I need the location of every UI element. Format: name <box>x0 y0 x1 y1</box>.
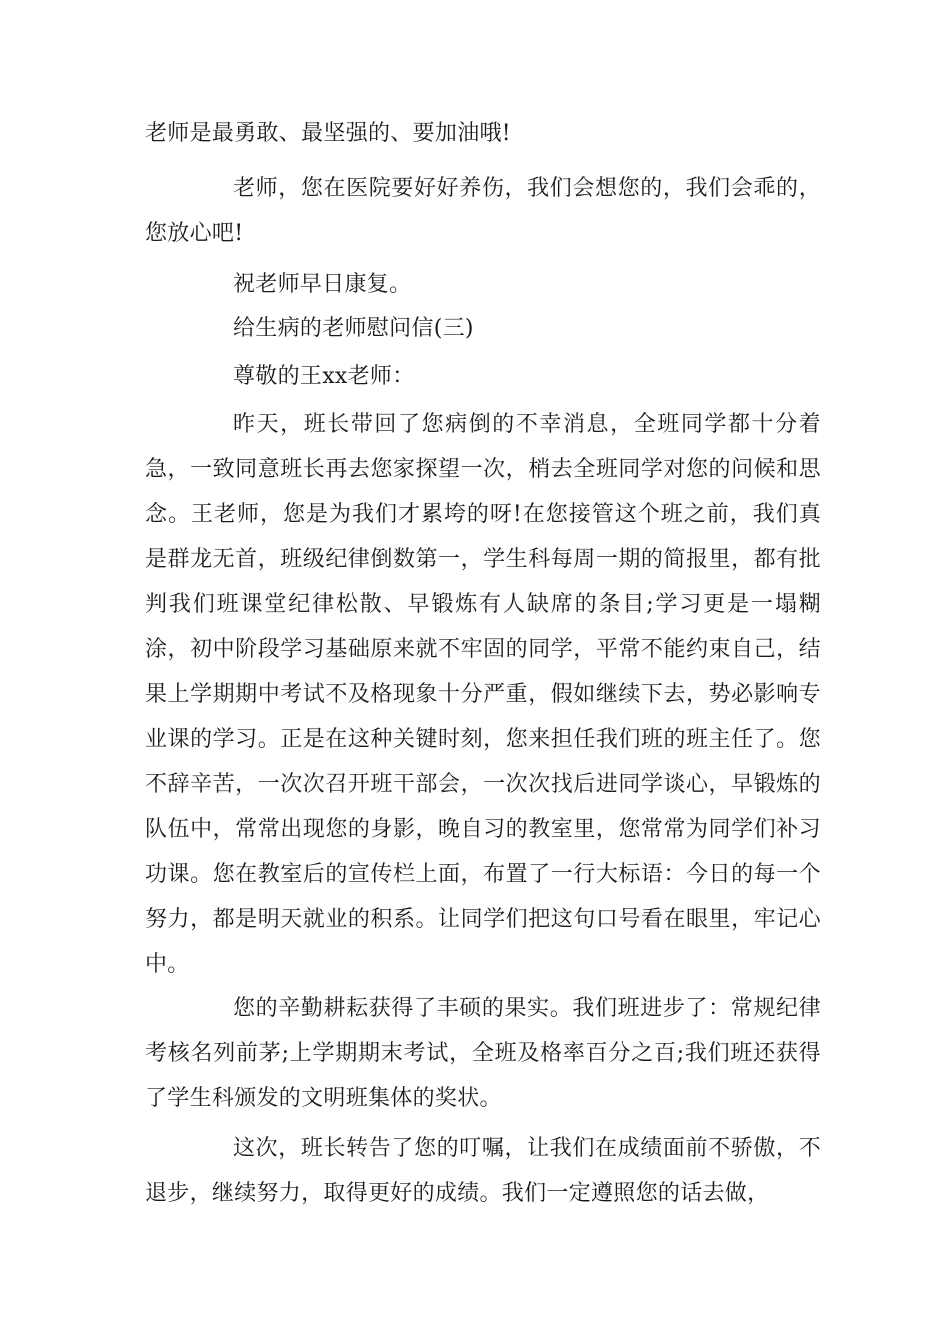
letter-salutation: 尊敬的王xx老师： <box>233 364 415 389</box>
paragraph-6: 昨天，班长带回了您病倒的不幸消息，全班同学都十分着急，一致同意班长再去您家探望一次，梢去全班同学对您的问候和思念。王老师，您是为我们才累垮的呀!在您接管这个班之前，我们真是群龙无首，班级纪律倒数第一，学生科每周一期的简报里，都有批判我们班课堂纪律松散、早锻炼有人缺席的条目;学习更是一塌糊涂，初中阶段学习基础原来就不牢固的同学，平常不能约束自己，结果上学期期中考试不及格现象十分严重，假如继续下去，势必影响专业课的学习。正是在这种关键时刻，您来担任我们班的班主任了。您不辞辛苦，一次次召开班干部会，一次次找后进同学谈心，早锻炼的队伍中，常常出现您的身影，晚自习的教室里，您常常为同学们补习功课。您在教室后的宣传栏上面，布置了一行大标语：今日的每一个努力，都是明天就业的积系。让同学们把这句口号看在眼里，牢记心中。 <box>145 412 821 977</box>
paragraph-7: 您的辛勤耕耘获得了丰硕的果实。我们班进步了：常规纪律考核名列前茅;上学期期末考试，全班及格率百分之百;我们班还获得了学生科颁发的文明班集体的奖状。 <box>145 996 821 1111</box>
paragraph-3: 祝老师早日康复。 <box>233 272 412 297</box>
paragraph-1: 老师是最勇敢、最坚强的、要加油哦! <box>145 121 511 146</box>
paragraph-2: 老师，您在医院要好好养伤，我们会想您的，我们会乖的，您放心吧! <box>145 176 821 246</box>
letter-title: 给生病的老师慰问信(三) <box>233 316 474 341</box>
paragraph-8: 这次，班长转告了您的叮嘱，让我们在成绩面前不骄傲，不退步，继续努力，取得更好的成绩。我们一定遵照您的话去做， <box>145 1136 821 1206</box>
